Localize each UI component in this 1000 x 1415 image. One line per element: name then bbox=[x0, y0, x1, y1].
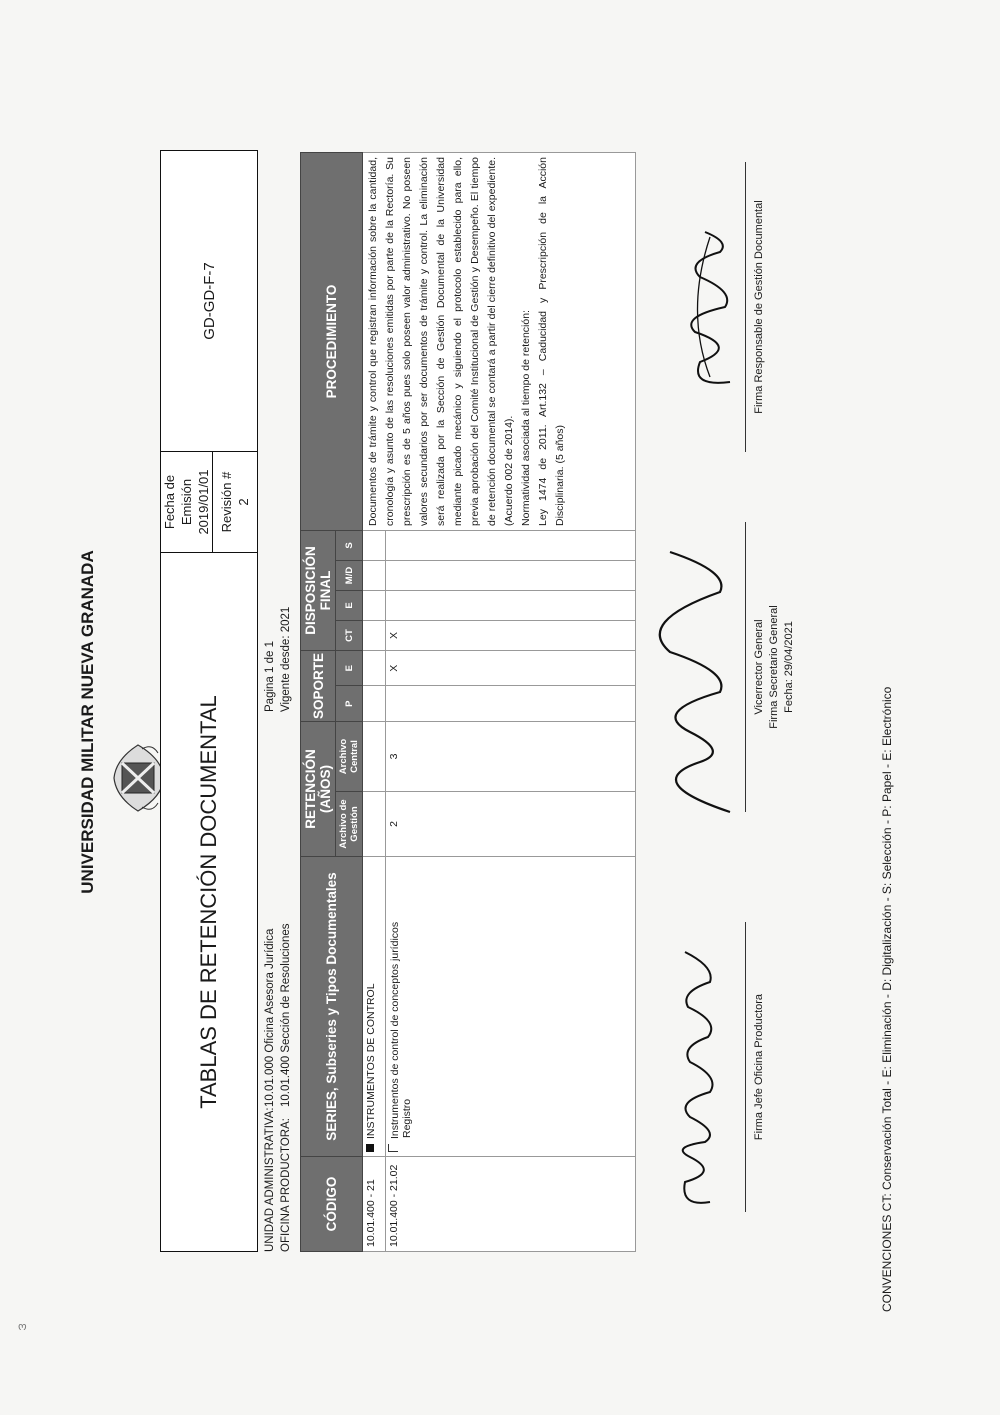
document-sheet bbox=[60, 42, 940, 1372]
university-crest-icon bbox=[108, 739, 168, 817]
document-header bbox=[160, 150, 258, 1252]
signature-line-jefe bbox=[745, 922, 746, 1212]
unidad-label: UNIDAD ADMINISTRATIVA: bbox=[264, 1107, 276, 1252]
signature-gestion-icon bbox=[670, 222, 745, 402]
header-ct: CT bbox=[336, 620, 363, 650]
oficina-value: 10.01.400 Sección de Resoluciones bbox=[280, 923, 292, 1107]
procedure-norm-text: Ley 1474 de 2011. Art.132 – Caducidad y Prescripción de la Acción Disciplinaria. (5 años) bbox=[537, 157, 566, 526]
issue-date-label-1: Fecha de bbox=[162, 474, 177, 530]
row2-ac: 3 bbox=[386, 722, 636, 792]
signature-date: Fecha: 29/04/2021 bbox=[783, 621, 795, 713]
row1-codigo: 10.01.400 - 21 bbox=[363, 1157, 386, 1252]
row2-serie bbox=[386, 857, 636, 1157]
issue-date-value: 2019/01/01 bbox=[196, 469, 211, 535]
revision-label: Revisión # bbox=[219, 471, 234, 533]
header-electronico: E bbox=[336, 650, 363, 686]
unidad-value: 10.01.000 Oficina Asesora Jurídica bbox=[264, 928, 276, 1107]
conventions-legend: CONVENCIONES CT: Conservación Total - E: Eliminación - D: Digitalización - S: Selección - P: Papel - E: Electrónico bbox=[880, 686, 894, 1312]
header-md: M/D bbox=[336, 560, 363, 590]
document-title: TABLAS DE RETENCIÓN DOCUMENTAL bbox=[161, 552, 257, 1251]
signatures bbox=[660, 152, 800, 1252]
table-row bbox=[363, 153, 386, 1252]
signature-vicerrector-icon bbox=[630, 522, 740, 822]
header-papel: P bbox=[336, 686, 363, 722]
signature-jefe-label: Firma Jefe Oficina Productora bbox=[753, 993, 765, 1141]
issue-info bbox=[161, 451, 257, 552]
issue-date-label-2: Emisión bbox=[179, 478, 194, 526]
oficina-label: OFICINA PRODUCTORA: bbox=[280, 1118, 292, 1252]
institution-name: UNIVERSIDAD MILITAR NUEVA GRANADA bbox=[78, 550, 97, 894]
form-code: GD-GD-F-7 bbox=[200, 262, 218, 340]
scan-artifact: ო bbox=[18, 1321, 27, 1333]
header-procedimiento: PROCEDIMIENTO bbox=[301, 153, 363, 531]
row1-serie-text: INSTRUMENTOS DE CONTROL bbox=[365, 983, 377, 1139]
header-seleccion: S bbox=[336, 530, 363, 560]
page-number: Pagina 1 de 1 bbox=[264, 641, 276, 712]
procedure-cell bbox=[363, 153, 636, 531]
header-retencion: RETENCIÓN (AÑOS) bbox=[301, 722, 336, 857]
header-soporte: SOPORTE bbox=[301, 650, 336, 721]
subseries-bracket-icon bbox=[388, 1144, 398, 1152]
series-square-icon bbox=[366, 1144, 374, 1152]
page-info bbox=[262, 607, 294, 712]
signature-vicerrector-label bbox=[752, 522, 797, 812]
header-archivo-central: Archivo Central bbox=[336, 722, 363, 792]
signature-line-vicerrector bbox=[745, 522, 746, 812]
retention-table bbox=[300, 152, 636, 1252]
secretario-title: Firma Secretario General bbox=[768, 605, 780, 729]
procedure-norm-label: Normatividad asociada al tiempo de retención: bbox=[520, 310, 532, 526]
signature-line-gestion bbox=[745, 162, 746, 452]
valid-from: Vigente desde: 2021 bbox=[280, 606, 292, 712]
procedure-text: Documentos de trámite y control que registran información sobre la cantidad, cronología y asunto de las resoluciones emitidas por parte de la Rectoría. Su prescripción es de 5 años pues solo poseen valor administrativo. No poseen valores secundarios por ser documentos de trámite y control. La eliminación será realizada por la Sección de Gestión Documental de la Universidad mediante picado mecánico y siguiendo el protocolo establecido para ello, previa aprobación del Comité Institucional de Gestión y Desempeño. El tiempo de retención documental se contará a partir del cierre definitivo del expediente. (Acuerdo 002 de 2014). bbox=[367, 157, 515, 526]
header-codigo: CÓDIGO bbox=[301, 1157, 363, 1252]
office-info bbox=[262, 924, 294, 1253]
row2-soporte-e: X bbox=[386, 650, 636, 686]
header-eliminacion: E bbox=[336, 590, 363, 620]
signature-jefe-icon bbox=[660, 932, 740, 1212]
row2-ag: 2 bbox=[386, 792, 636, 857]
signature-gestion-label: Firma Responsable de Gestión Documental bbox=[753, 200, 765, 414]
header-archivo-gestion: Archivo de Gestión bbox=[336, 792, 363, 857]
header-series: SERIES, Subseries y Tipos Documentales bbox=[301, 857, 363, 1157]
row2-tipo: Registro bbox=[401, 1098, 413, 1138]
vicerrector-title: Vicerrector General bbox=[753, 619, 765, 715]
row1-serie bbox=[363, 857, 386, 1157]
header-disposicion: DISPOSICIÓN FINAL bbox=[301, 530, 336, 650]
row2-disp-ct: X bbox=[386, 620, 636, 650]
row2-subserie: Instrumentos de control de conceptos jurídicos bbox=[389, 921, 401, 1139]
row2-codigo: 10.01.400 - 21.02 bbox=[386, 1157, 636, 1252]
revision-value: 2 bbox=[236, 498, 251, 506]
